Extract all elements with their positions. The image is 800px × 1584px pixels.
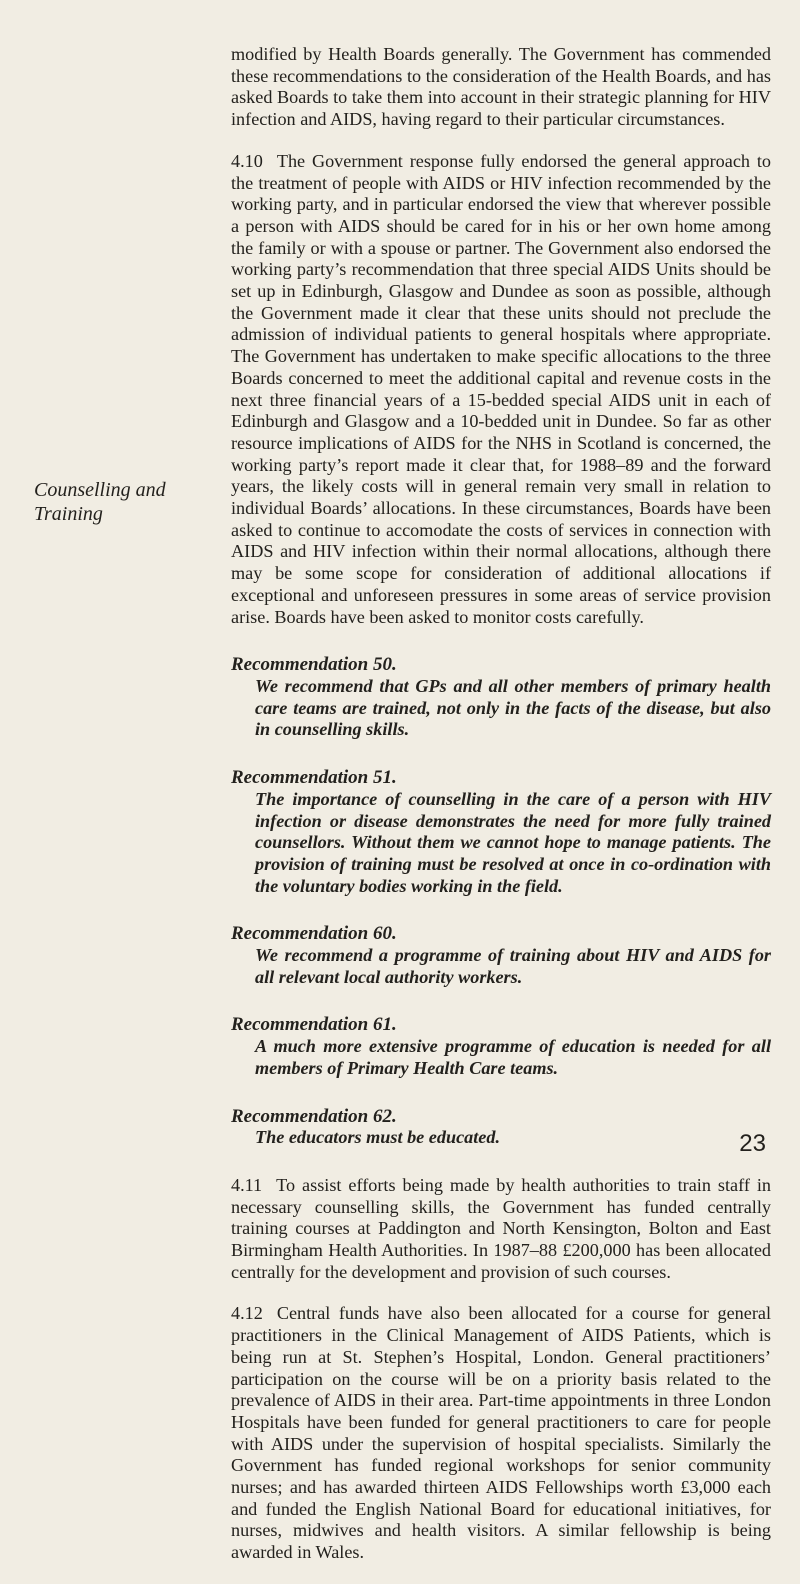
paragraph-number: 4.12: [231, 1303, 263, 1324]
paragraph-number: 4.11: [231, 1174, 263, 1195]
paragraph-number: 4.10: [231, 150, 263, 171]
paragraph-text: Central funds have also been allocated for a course for general practitioners in the Clinical Management of AIDS Patients, which is being run at St. Stephen’s Hospital, London. General practitioners’ participation on the course will be on a priority basis related to the prevalence of AIDS in their area. Part-time appointments in three London Hospitals have been funded for general practitioners to care for people with AIDS under the supervision of hospital specialists. Similarly the Government has funded regional workshops for senior community nurses; and has awarded thirteen AIDS Fellowships worth £3,000 each and funded the English National Board for educational initiatives, for nurses, midwives and health visitors. A similar fellowship is being awarded in Wales.: [231, 1303, 771, 1563]
margin-heading: Counselling and Training: [34, 479, 166, 525]
recommendation-heading: Recommendation 61.: [231, 1014, 397, 1036]
recommendation-heading: Recommendation 60.: [231, 923, 397, 945]
main-text: [231, 44, 771, 1584]
paragraph-text: The Government response fully endorsed the general approach to the treatment of people with AIDS or HIV infection recommended by the working party, and in particular endorsed the view that wherever possible a person with AIDS should be cared for in his or her own home among the family or with a spouse or partner. The Government also endorsed the working party’s recommendation that three special AIDS Units should be set up in Edinburgh, Glasgow and Dundee as soon as possible, although the Government made it clear that these units should not preclude the admission of individual patients to general hospitals where appropriate. The Government has undertaken to make specific allocations to the three Boards concerned to meet the additional capital and revenue costs in the next three financial years of a 15-bedded special AIDS unit in each of Edinburgh and Glasgow and a 10-bedded unit in Dundee. So far as other resource implications of AIDS for the NHS in Scotland is concerned, the working party’s report made it clear that, for 1988–89 and the forward years, the likely costs will in general remain very small in relation to individual Boards’ allocations. In these circumstances, Boards have been asked to continue to accomodate the costs of services in connection with AIDS and HIV infection within their normal allocations, although there may be some scope for consideration of additional allocations if exceptional and unforeseen pressures in some areas of service provision arise. Boards have been asked to monitor costs carefully.: [231, 150, 771, 627]
paragraph-text: To assist efforts being made by health authorities to train staff in necessary counselling skills, the Government has funded centrally training courses at Paddington and North Kensington, Bolton and East Birmingham Health Authorities. In 1987–88 £200,000 has been allocated centrally for the development and provision of such courses.: [231, 1174, 771, 1282]
recommendation-text: The importance of counselling in the care of a person with HIV infection or disease demonstrates the need for more fully trained counsellors. Without them we cannot hope to manage patients. The provision of training must be resolved at once in co-ordination with the voluntary bodies working in the field.: [255, 788, 771, 896]
page-number: 23: [739, 1130, 766, 1157]
paragraph-continuation: modified by Health Boards generally. The Government has commended these recommendations to the consideration of the Health Boards, and has asked Boards to take them into account in their strategic planning for HIV infection and AIDS, having regard to their particular circumstances.: [231, 44, 771, 130]
recommendation-heading: Recommendation 50.: [231, 654, 397, 676]
recommendation-text: A much more extensive programme of education is needed for all members of Primary Health Care teams.: [255, 1036, 771, 1078]
recommendation-heading: Recommendation 62.: [231, 1105, 397, 1127]
recommendation-heading: Recommendation 51.: [231, 767, 397, 789]
paragraph-4-10: [231, 151, 771, 628]
recommendation-text: The educators must be educated.: [255, 1127, 501, 1148]
paragraph-4-11: [231, 1175, 771, 1284]
recommendation-text: We recommend that GPs and all other members of primary health care teams are trained, not only in the facts of the disease, but also in counselling skills.: [255, 675, 771, 740]
paragraph-4-12: [231, 1303, 771, 1563]
recommendation-text: We recommend a programme of training about HIV and AIDS for all relevant local authority workers.: [255, 945, 771, 987]
